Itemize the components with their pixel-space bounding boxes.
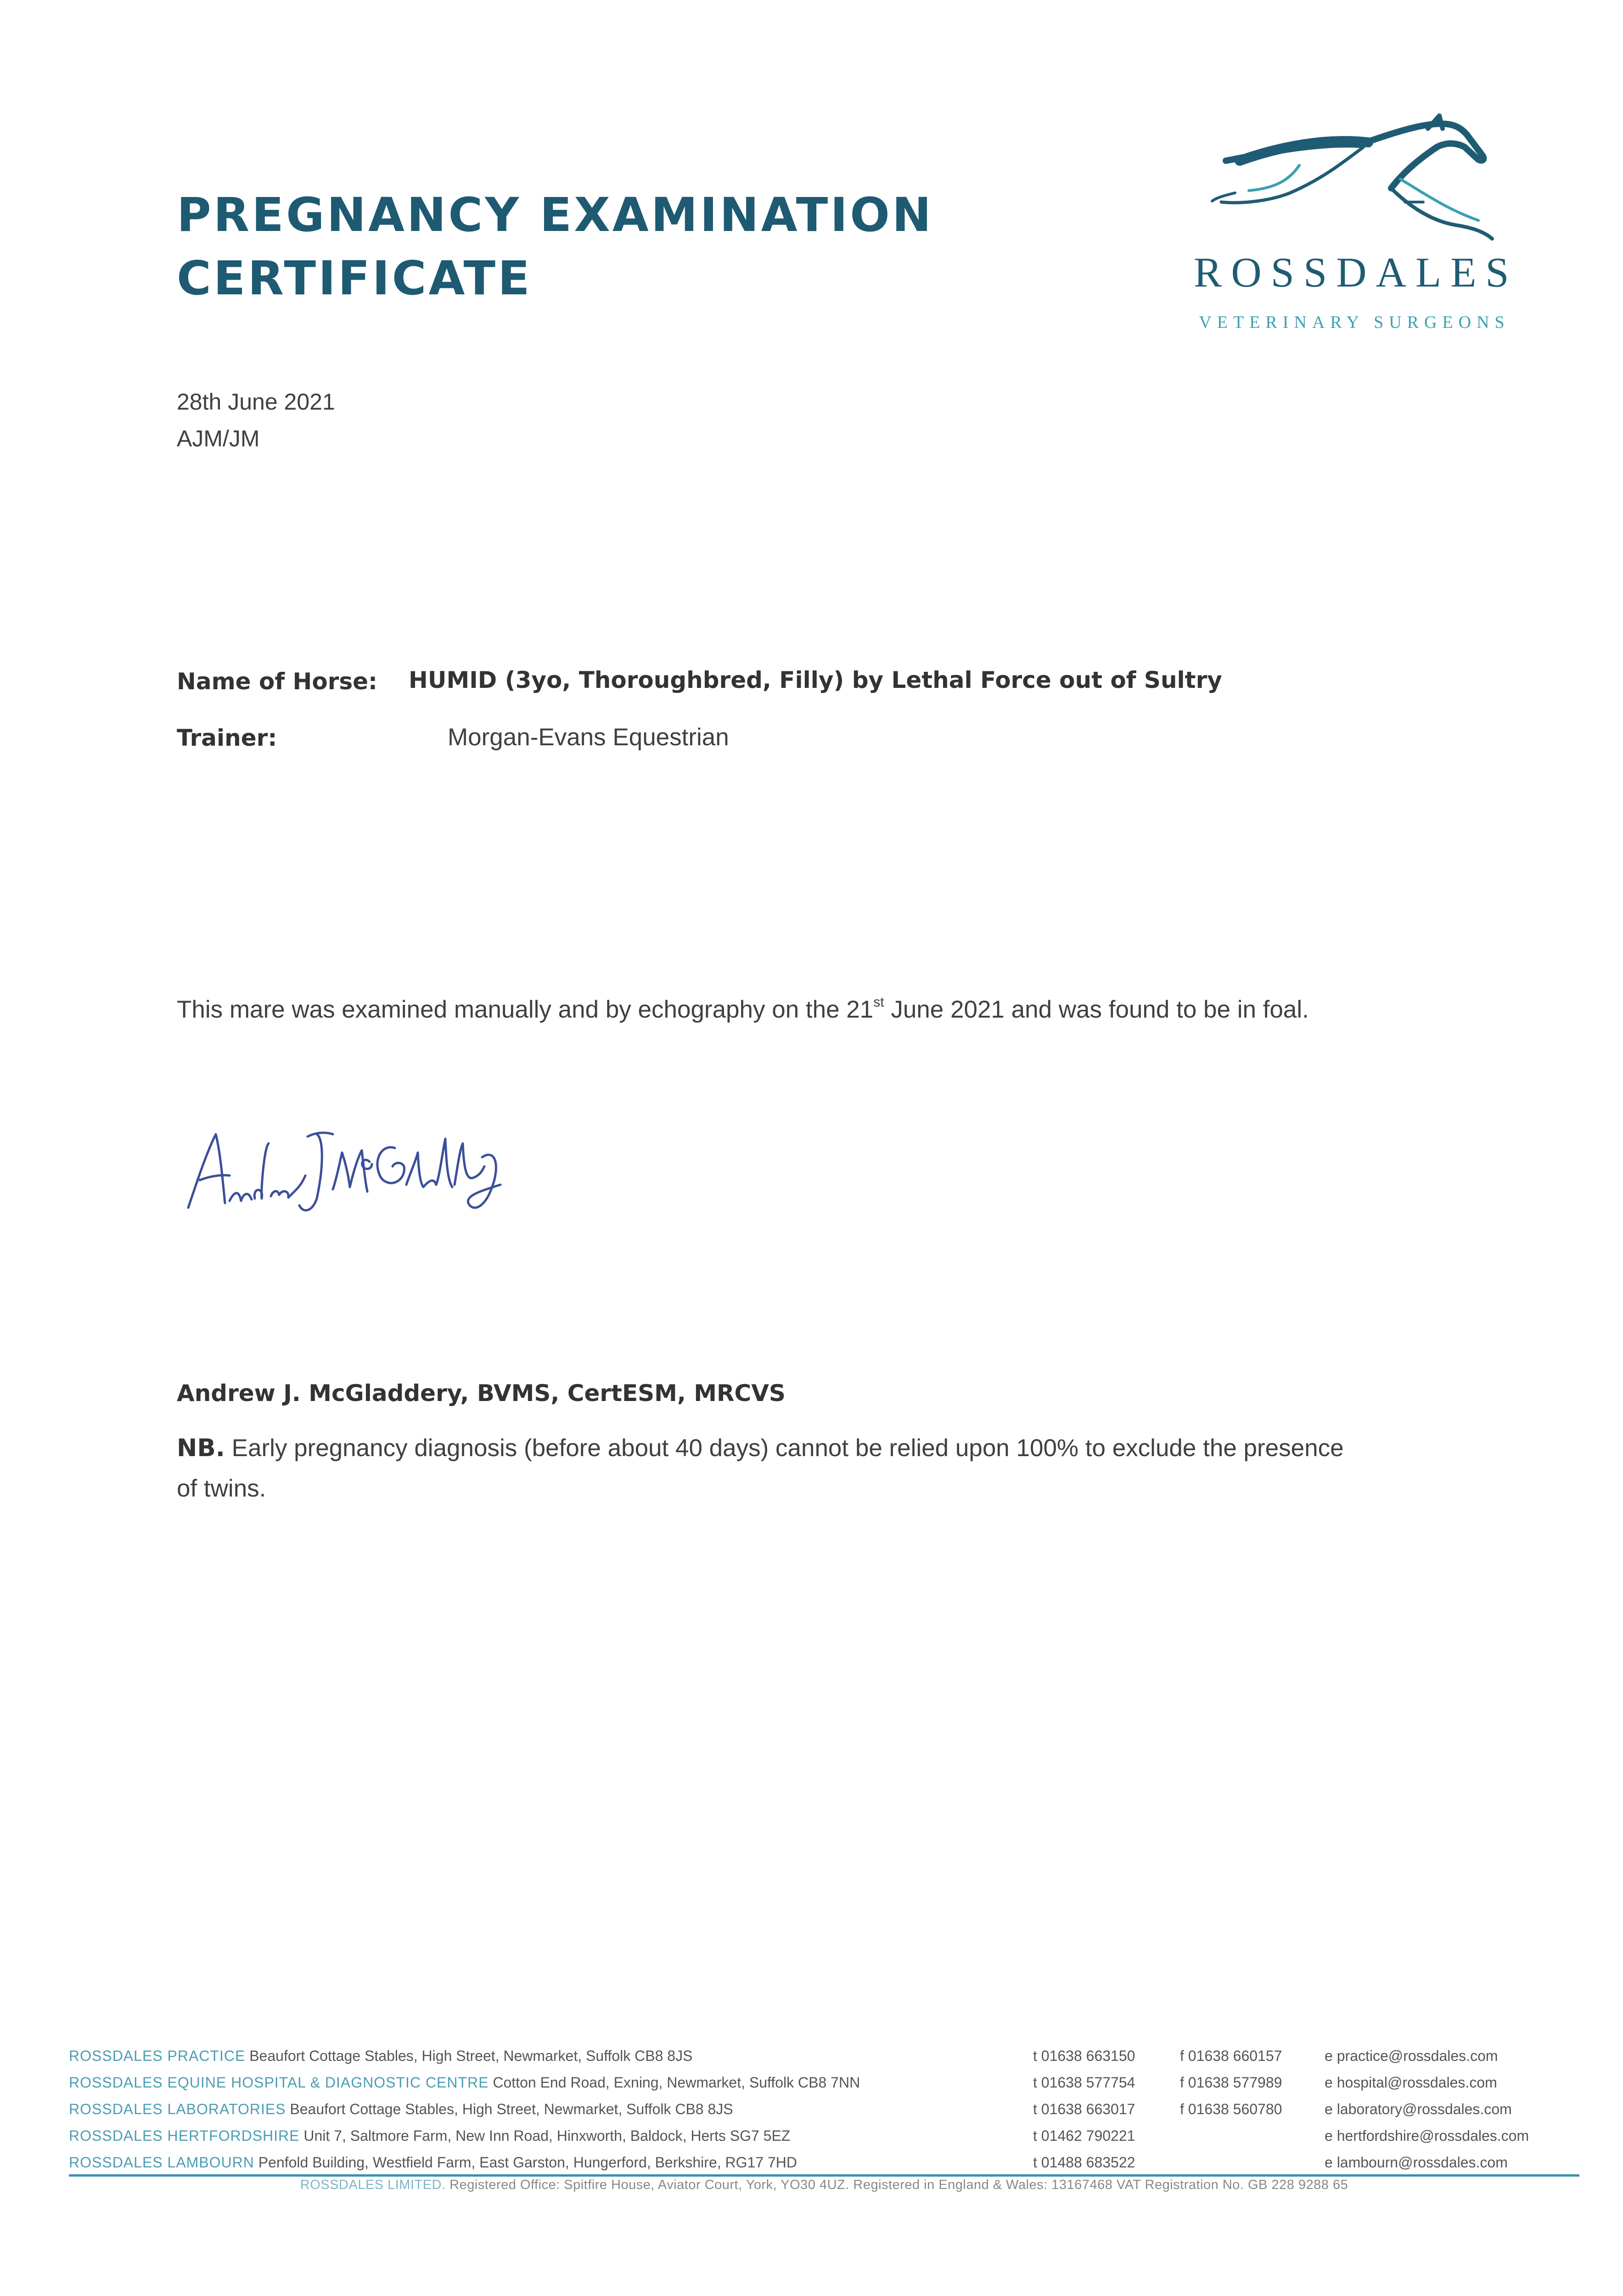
branch-fax xyxy=(1180,2122,1282,2149)
trainer-value: Morgan-Evans Equestrian xyxy=(448,724,729,751)
branch-email: e hospital@rossdales.com xyxy=(1325,2074,1497,2091)
footer-divider xyxy=(69,2174,1579,2177)
signatory-name: Andrew J. McGladdery, BVMS, CertESM, MRCVS xyxy=(177,1380,786,1407)
branch-name: ROSSDALES PRACTICE xyxy=(69,2048,246,2064)
certificate-title xyxy=(177,184,980,310)
branch-email: e laboratory@rossdales.com xyxy=(1325,2101,1512,2117)
branch-phone: t 01488 683522 xyxy=(1033,2154,1135,2171)
brand-subtitle: VETERINARY SURGEONS xyxy=(1199,313,1510,332)
rossdales-logo xyxy=(1194,110,1518,349)
pregnancy-note xyxy=(177,1428,1370,1509)
trainer-label: Trainer: xyxy=(177,725,277,751)
branch-fax: f 01638 577989 xyxy=(1180,2074,1282,2091)
galloping-horse-icon xyxy=(1207,110,1501,248)
note-label: NB. xyxy=(177,1434,225,1462)
footer-branch-row xyxy=(69,2149,1024,2176)
brand-name: ROSSDALES xyxy=(1194,249,1518,296)
branch-name: ROSSDALES LABORATORIES xyxy=(69,2101,286,2117)
title-line-1: PREGNANCY EXAMINATION xyxy=(177,188,934,242)
branch-fax xyxy=(1180,2149,1282,2176)
branch-email: e practice@rossdales.com xyxy=(1325,2048,1498,2064)
footer-fax-column xyxy=(1180,2043,1282,2176)
branch-address: Beaufort Cottage Stables, High Street, Newmarket, Suffolk CB8 8JS xyxy=(290,2101,733,2117)
footer-branch-row xyxy=(69,2069,1024,2096)
handwritten-signature xyxy=(179,1093,510,1221)
branch-fax: f 01638 660157 xyxy=(1180,2048,1282,2064)
branch-name: ROSSDALES LAMBOURN xyxy=(69,2154,254,2171)
branch-phone: t 01462 790221 xyxy=(1033,2127,1135,2144)
footer-branches xyxy=(69,2043,1024,2176)
branch-email: e hertfordshire@rossdales.com xyxy=(1325,2127,1529,2144)
statement-text-end: June 2021 and was found to be in foal. xyxy=(884,996,1309,1023)
footer-branch-row xyxy=(69,2043,1024,2069)
horse-name-label: Name of Horse: xyxy=(177,668,378,695)
branch-address: Unit 7, Saltmore Farm, New Inn Road, Hinxworth, Baldock, Herts SG7 5EZ xyxy=(303,2127,791,2144)
document-date: 28th June 2021 xyxy=(177,389,335,415)
footer-branch-row xyxy=(69,2096,1024,2122)
branch-address: Penfold Building, Westfield Farm, East Garston, Hungerford, Berkshire, RG17 7HD xyxy=(258,2154,797,2171)
branch-address: Cotton End Road, Exning, Newmarket, Suffolk CB8 7NN xyxy=(493,2074,860,2091)
branch-name: ROSSDALES EQUINE HOSPITAL & DIAGNOSTIC CENTRE xyxy=(69,2074,489,2091)
branch-phone: t 01638 663017 xyxy=(1033,2101,1135,2117)
branch-email: e lambourn@rossdales.com xyxy=(1325,2154,1508,2171)
document-reference: AJM/JM xyxy=(177,426,260,451)
branch-fax: f 01638 560780 xyxy=(1180,2101,1282,2117)
statement-ordinal-suffix: st xyxy=(873,995,884,1010)
registered-company: ROSSDALES LIMITED. xyxy=(300,2178,446,2192)
branch-phone: t 01638 663150 xyxy=(1033,2048,1135,2064)
examination-statement xyxy=(177,996,1309,1024)
branch-address: Beaufort Cottage Stables, High Street, Newmarket, Suffolk CB8 8JS xyxy=(249,2048,693,2064)
note-text: Early pregnancy diagnosis (before about 40 days) cannot be relied upon 100% to exclude the presence of twins. xyxy=(177,1435,1344,1502)
document-meta xyxy=(177,383,335,457)
footer-branch-row xyxy=(69,2122,1024,2149)
title-line-2: CERTIFICATE xyxy=(177,251,532,306)
footer-phone-column xyxy=(1033,2043,1135,2176)
branch-name: ROSSDALES HERTFORDSHIRE xyxy=(69,2127,300,2144)
registered-office xyxy=(69,2178,1579,2193)
statement-text-start: This mare was examined manually and by echography on the 21 xyxy=(177,996,874,1023)
horse-name-value: HUMID (3yo, Thoroughbred, Filly) by Lethal Force out of Sultry xyxy=(409,667,1222,693)
footer-email-column xyxy=(1325,2043,1529,2176)
registered-details: Registered Office: Spitfire House, Aviator Court, York, YO30 4UZ. Registered in England & Wales: 13167468 VAT Registration No. GB 228 9288 65 xyxy=(445,2178,1348,2192)
branch-phone: t 01638 577754 xyxy=(1033,2074,1135,2091)
